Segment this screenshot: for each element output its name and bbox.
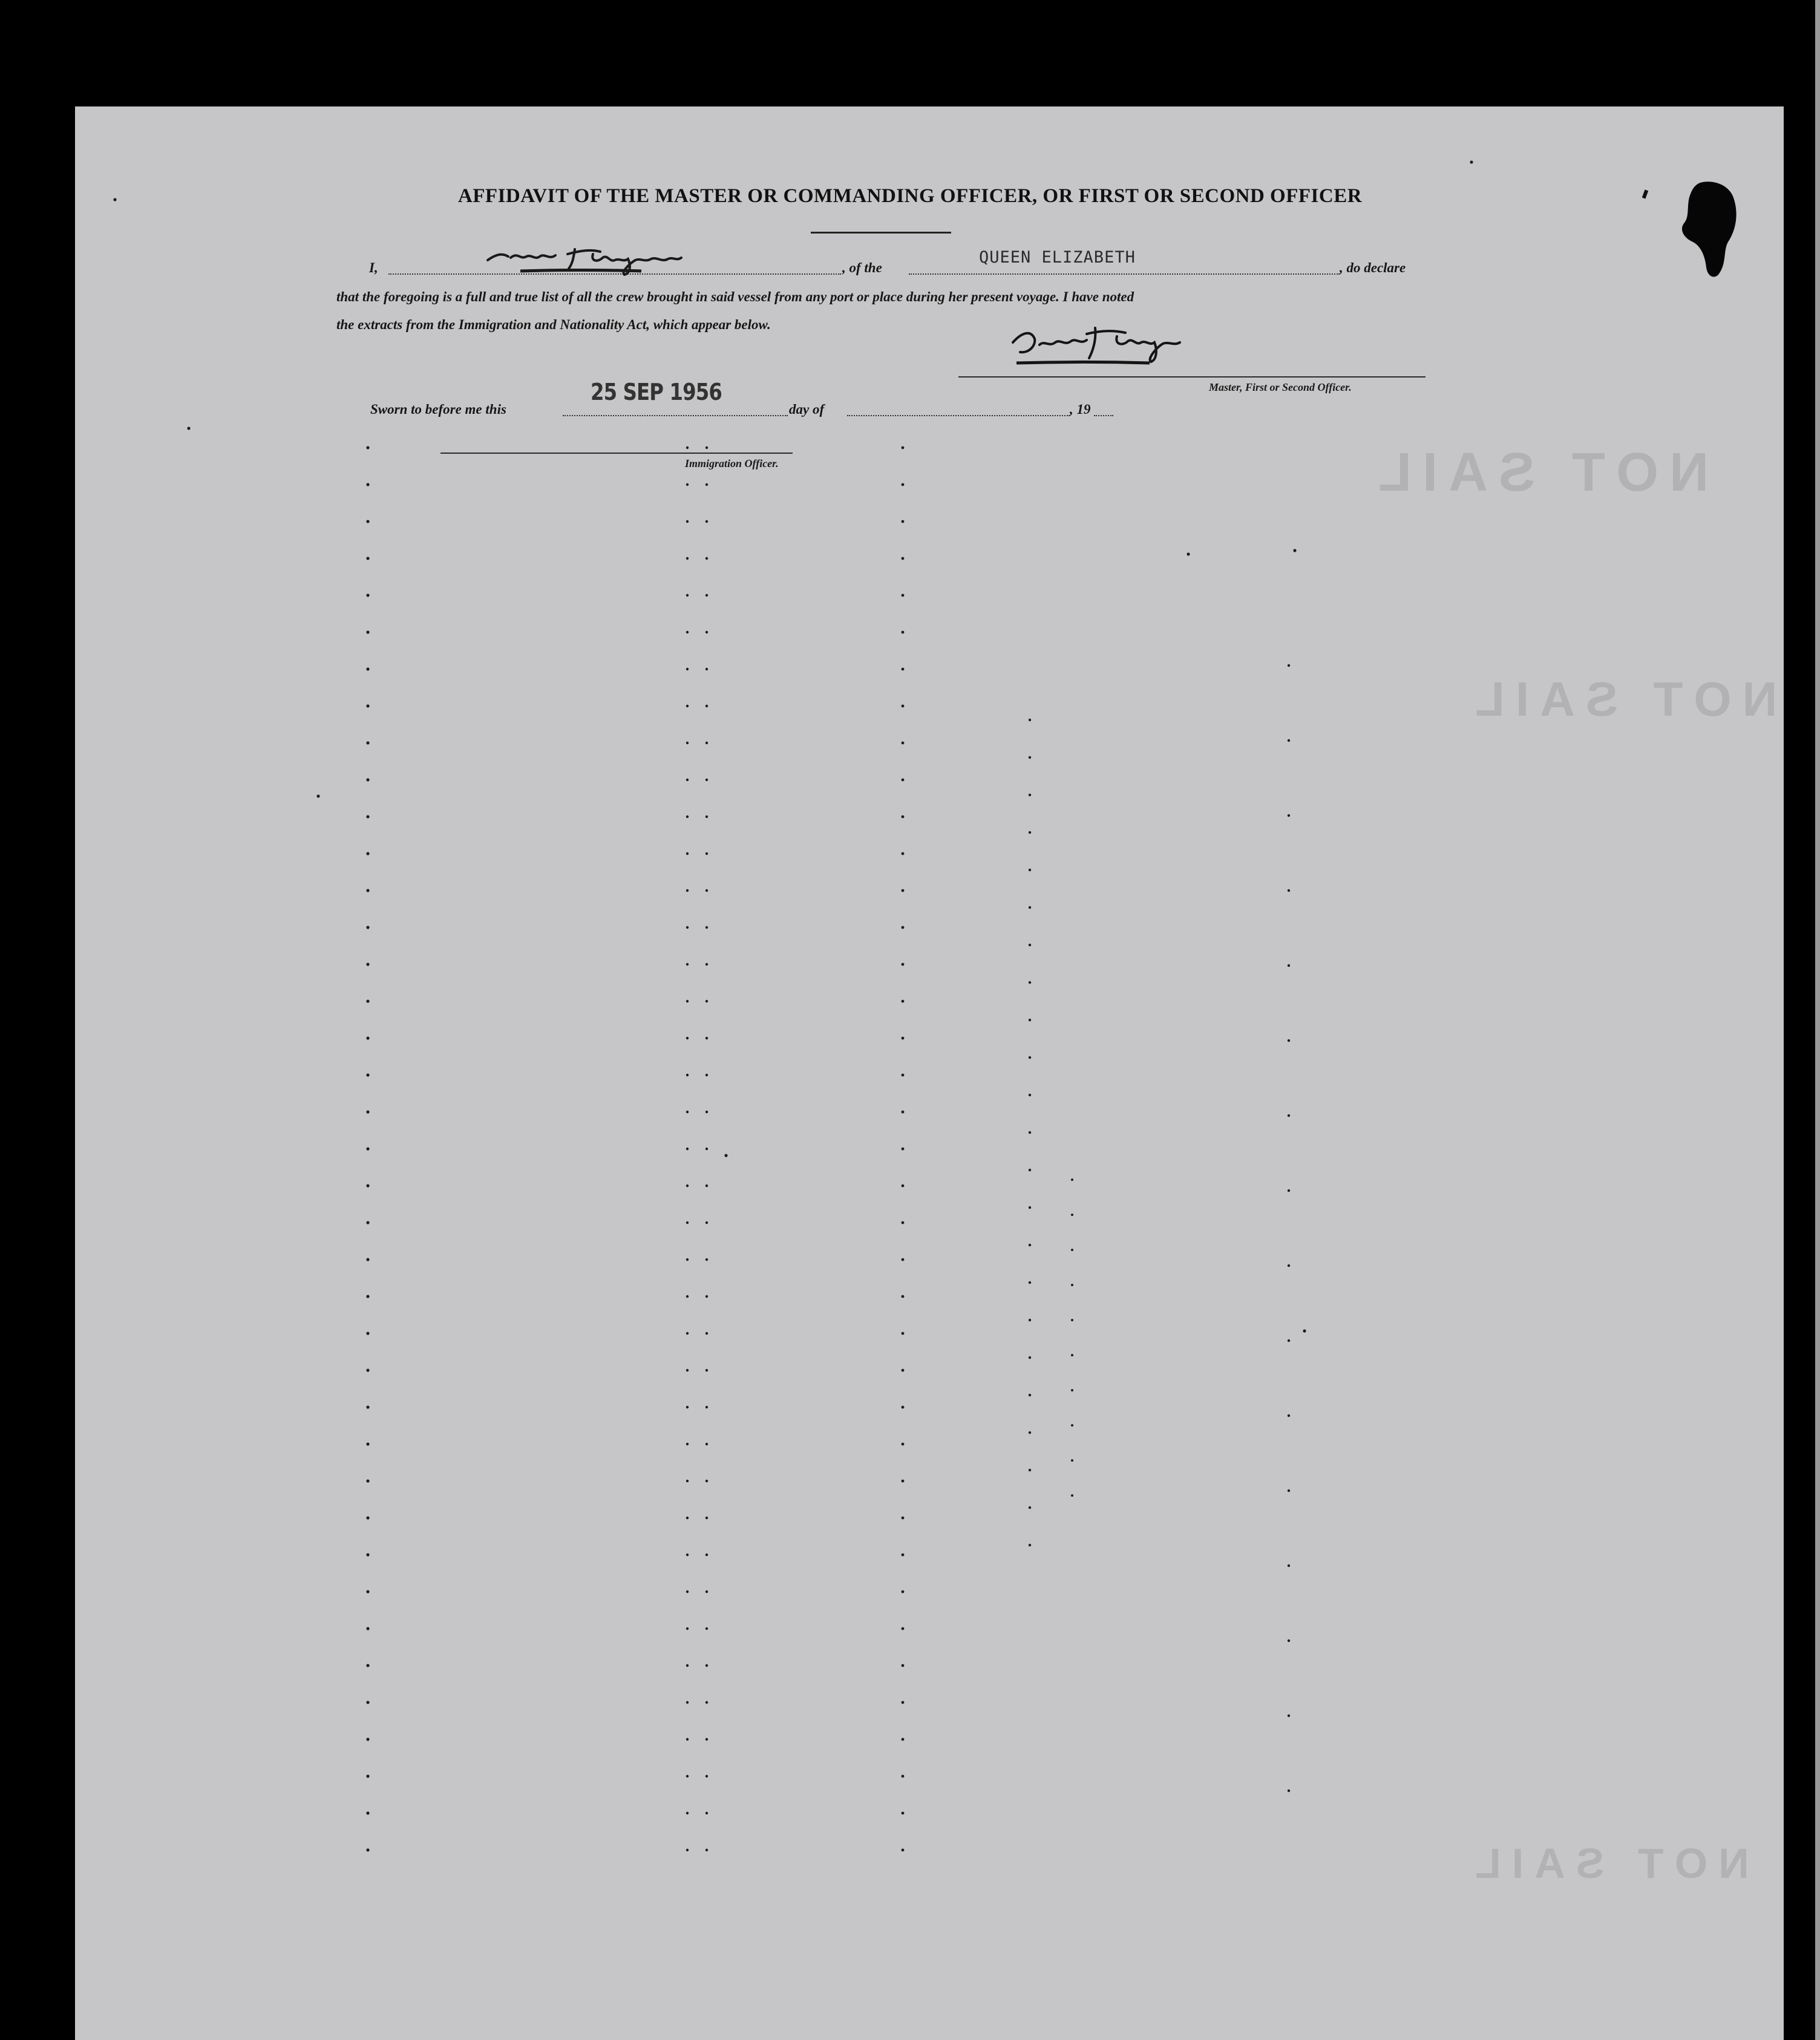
master-signature [484, 236, 702, 278]
bleed-through-text: NOT SAIL [1367, 442, 1709, 503]
sworn-prefix: Sworn to before me this [370, 402, 506, 417]
title-underline [811, 232, 951, 234]
vessel-name-line [909, 273, 1340, 275]
bleed-through-text: NOT SAIL [1464, 672, 1778, 726]
declaration-prefix: I, [369, 260, 378, 275]
master-caption: Master, First or Second Officer. [1209, 381, 1352, 393]
year-prefix: , 19 [1070, 402, 1091, 417]
bleed-through-text: NOT SAIL [1464, 1840, 1749, 1887]
immigration-officer-line [440, 453, 793, 454]
sworn-year-line [1094, 415, 1113, 416]
master-signature-line [958, 376, 1426, 378]
sworn-day-line [563, 415, 788, 416]
date-stamp: 25 SEP 1956 [591, 379, 722, 405]
vessel-name: QUEEN ELIZABETH [979, 248, 1136, 267]
do-declare-label: , do declare [1340, 260, 1406, 275]
declaration-text: that the foregoing is a full and true list of all the crew brought in said vessel from any port or place during her present voyage. I have noted [336, 289, 1134, 304]
immigration-caption: Immigration Officer. [685, 457, 779, 469]
officer-signature [1004, 318, 1186, 373]
sworn-month-line [847, 415, 1070, 416]
day-of-label: day of [789, 402, 825, 417]
declaration-text: the extracts from the Immigration and Nationality Act, which appear below. [336, 317, 771, 332]
affidavit-title: AFFIDAVIT OF THE MASTER OR COMMANDING OFFICER, OR FIRST OR SECOND OFFICER [457, 185, 1363, 207]
of-the-label: , of the [842, 260, 882, 275]
